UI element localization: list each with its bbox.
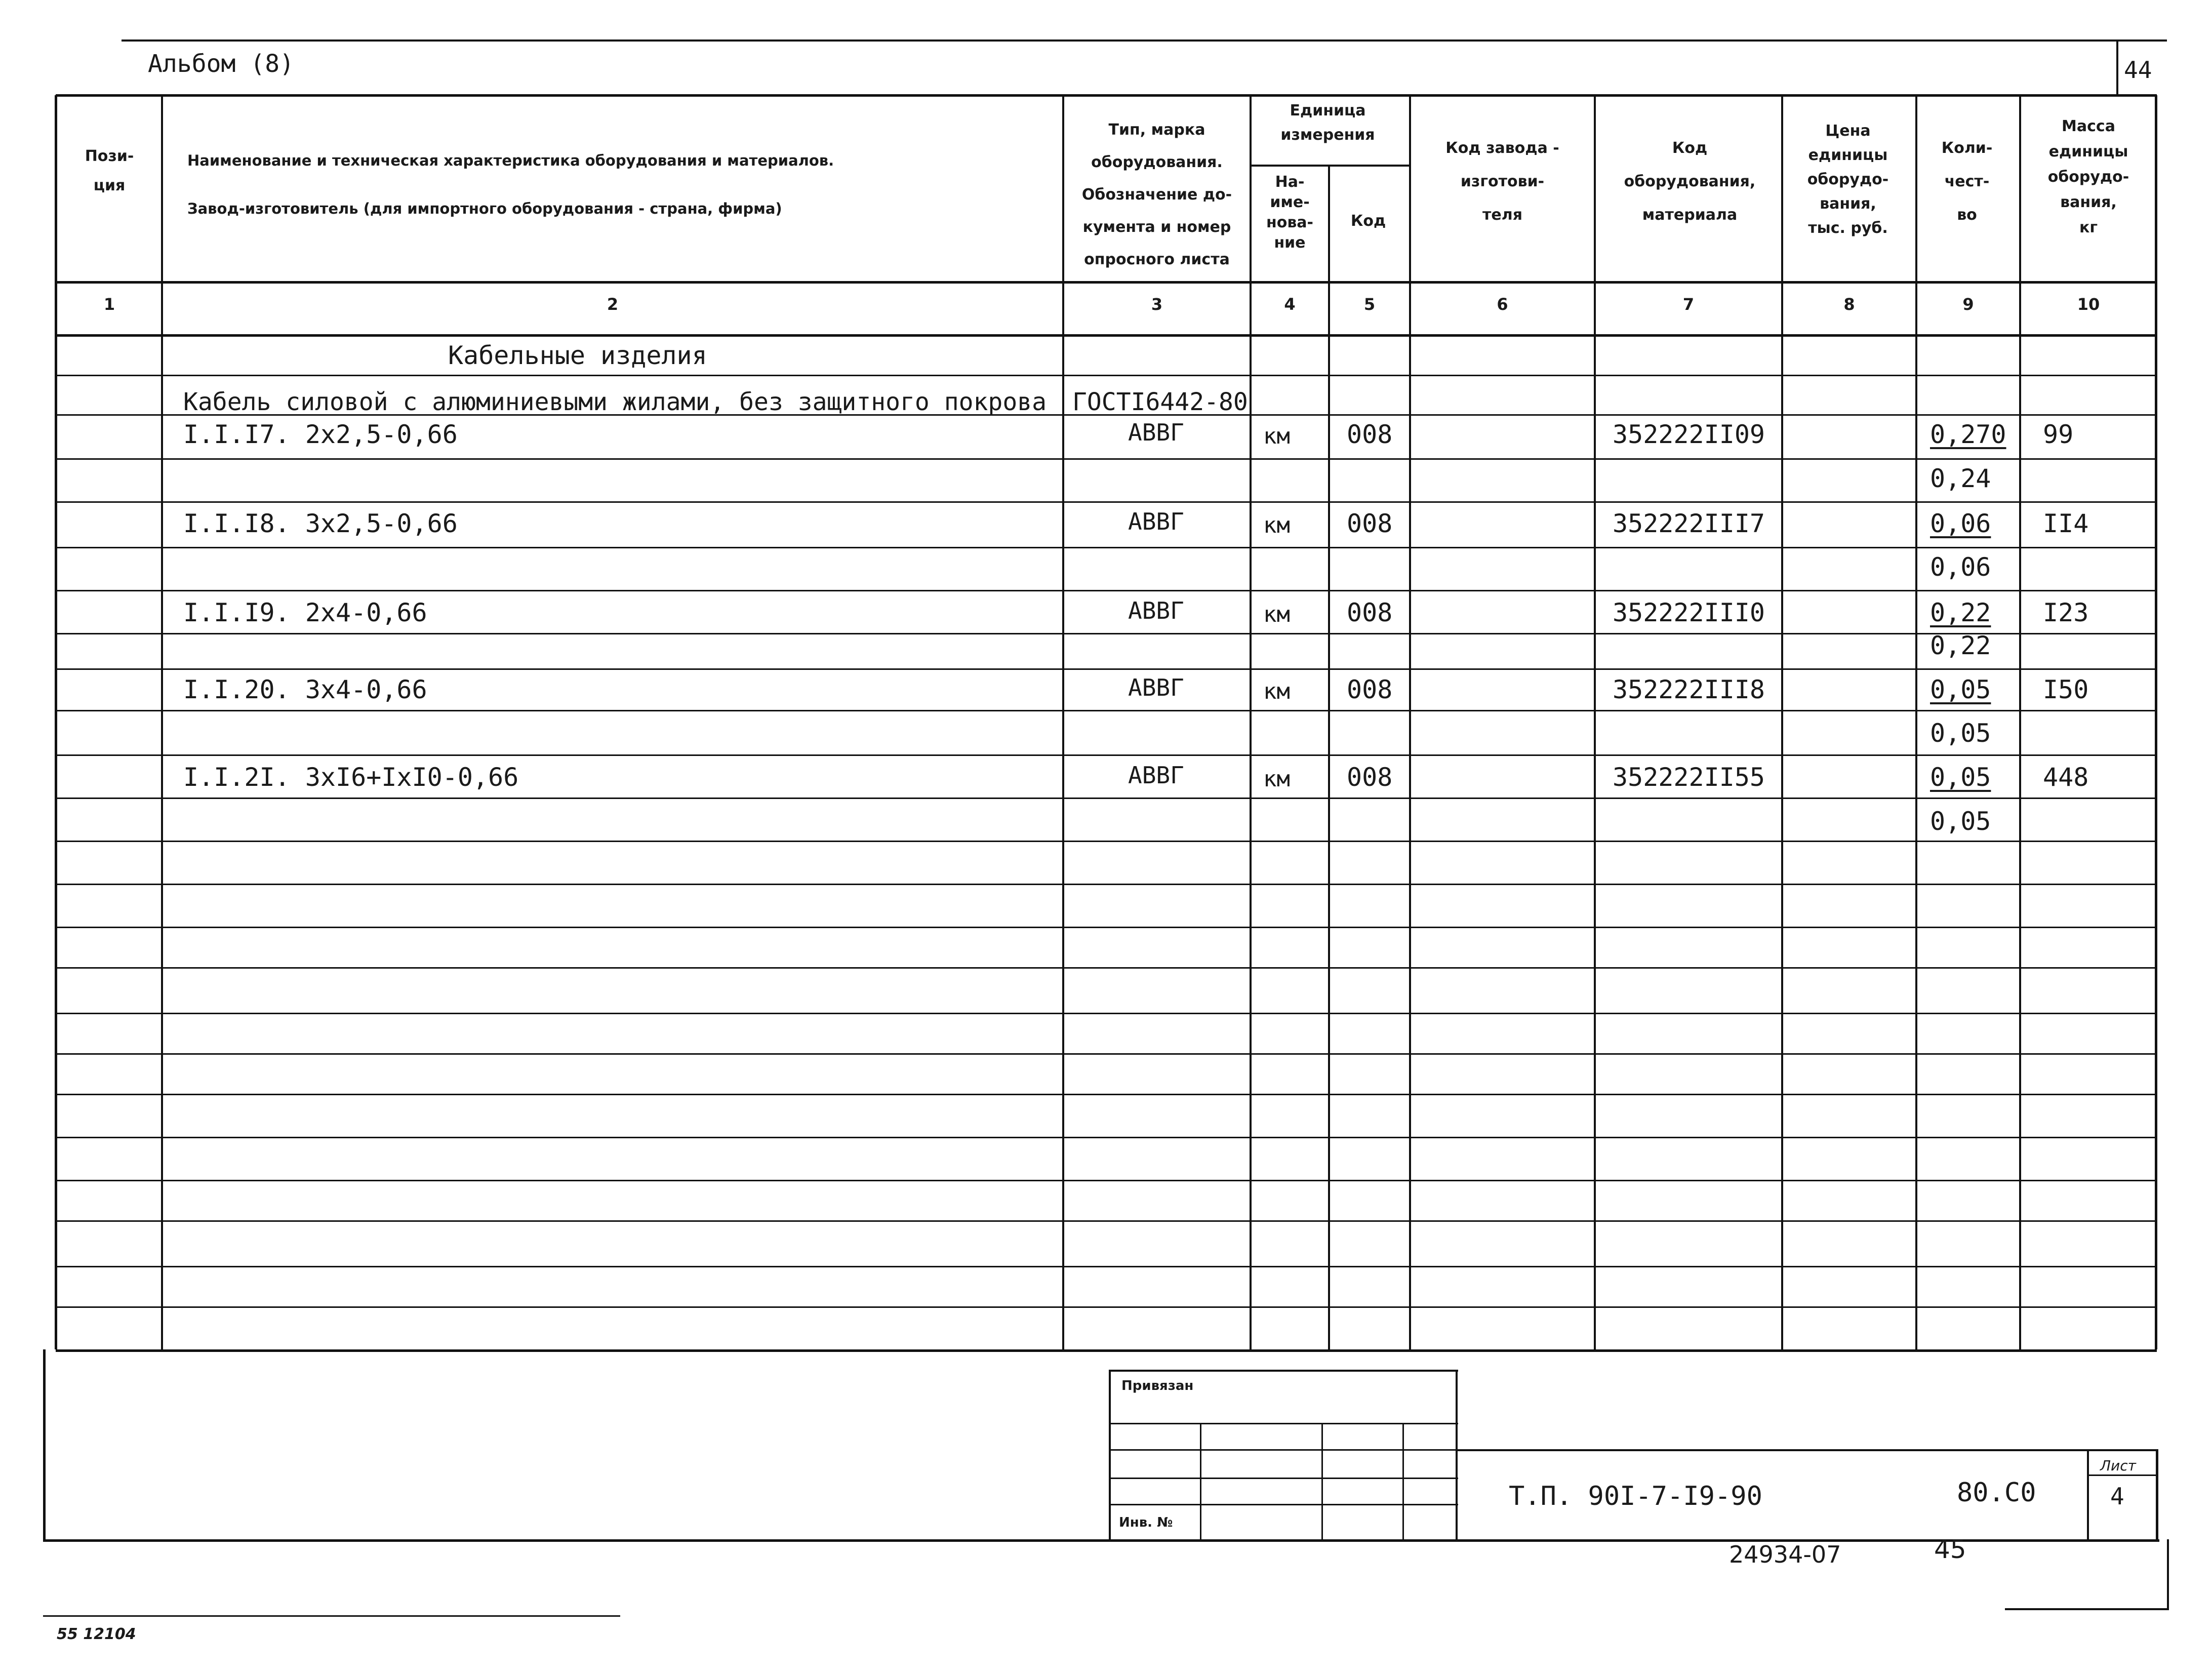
form-code: 55 12104 xyxy=(57,1625,136,1643)
item-code: 352222III0 xyxy=(1613,598,1765,627)
item-unit: км xyxy=(1263,766,1290,792)
stamp-sheet-divider xyxy=(2087,1474,2158,1476)
section-title: Кабельные изделия xyxy=(448,341,707,370)
stamp-doc-code: Т.П. 90I-7-I9-90 xyxy=(1509,1481,1762,1511)
row-line xyxy=(56,841,2157,842)
stamp-row-4 xyxy=(1109,1504,1458,1505)
stamp-row-2 xyxy=(1109,1449,1458,1451)
item-unit: км xyxy=(1263,602,1290,627)
stamp-row-1 xyxy=(1109,1423,1458,1424)
item-mass: II4 xyxy=(2043,509,2089,538)
colnum-9: 9 xyxy=(1962,295,1974,314)
page-number: 44 xyxy=(2124,56,2152,84)
item-type: АВВГ xyxy=(1128,674,1184,701)
item-quantity: 0,270 xyxy=(1930,420,2006,449)
stamp-bound-label: Привязан xyxy=(1121,1378,1194,1393)
item-quantity: 0,22 xyxy=(1930,598,1991,627)
header-unit-name-text: На- име- нова- ние xyxy=(1266,173,1314,252)
colnum-3: 3 xyxy=(1151,295,1163,314)
header-position-text: Пози- ция xyxy=(85,147,134,194)
header-price xyxy=(1782,119,1914,241)
item-name: I.I.2I. 3xI6+IxI0-0,66 xyxy=(183,763,519,792)
table-top-line xyxy=(56,94,2157,97)
colnum-10: 10 xyxy=(2077,295,2100,314)
table-bottom-line xyxy=(56,1349,2157,1352)
item-unit-code: 008 xyxy=(1347,763,1393,792)
item-name: I.I.I9. 2x4-0,66 xyxy=(183,598,427,627)
item-mass: I50 xyxy=(2043,675,2089,704)
stamp-box-top xyxy=(1109,1370,1458,1372)
footer-bracket-horizontal xyxy=(2005,1608,2168,1610)
header-unit-name xyxy=(1251,172,1329,253)
header-mass xyxy=(2020,114,2157,241)
item-unit-code: 008 xyxy=(1347,598,1393,627)
row-line xyxy=(56,458,2157,460)
stamp-inv-label: Инв. № xyxy=(1119,1515,1173,1530)
item-quantity-2: 0,22 xyxy=(1930,631,1991,660)
stamp-row-3 xyxy=(1109,1478,1458,1479)
footer-left-line xyxy=(43,1615,620,1617)
item-mass: 448 xyxy=(2043,763,2089,792)
stamp-section-code: 80.C0 xyxy=(1957,1478,2036,1508)
item-unit-code: 008 xyxy=(1347,509,1393,538)
stamp-right-edge xyxy=(2156,1449,2158,1540)
item-type: АВВГ xyxy=(1128,508,1184,535)
header-equipment-code xyxy=(1597,132,1782,232)
item-unit-code: 008 xyxy=(1347,420,1393,449)
colnum-1: 1 xyxy=(103,295,115,314)
header-name xyxy=(167,137,1068,233)
row-line xyxy=(56,375,2157,376)
row-line xyxy=(56,1220,2157,1222)
item-quantity-2: 0,05 xyxy=(1930,719,1991,748)
header-unit-code-text: Код xyxy=(1350,212,1386,230)
header-equipment-code-text: Код оборудования, материала xyxy=(1624,139,1756,224)
header-mass-text: Масса единицы оборудо- вания, кг xyxy=(2047,117,2129,236)
item-name: I.I.20. 3x4-0,66 xyxy=(183,675,427,704)
header-quantity xyxy=(1916,132,2018,232)
item-unit: км xyxy=(1263,423,1290,449)
row-line xyxy=(56,1266,2157,1267)
stamp-outer-left xyxy=(43,1349,46,1542)
header-unit-group xyxy=(1251,99,1405,147)
row-line xyxy=(56,797,2157,799)
row-line xyxy=(56,927,2157,928)
item-unit: км xyxy=(1263,679,1290,704)
header-unit-group-text: Единица измерения xyxy=(1280,102,1375,144)
item-quantity: 0,05 xyxy=(1930,763,1991,792)
item-quantity-2: 0,24 xyxy=(1930,464,1991,493)
row-line xyxy=(56,590,2157,591)
header-type-text: Тип, марка оборудования. Обозначение до- кумента и номер опросного листа xyxy=(1081,121,1232,268)
row-line xyxy=(56,1053,2157,1055)
colnum-2: 2 xyxy=(607,295,619,314)
stamp-sheet-label: Лист xyxy=(2100,1457,2136,1474)
header-unit-code xyxy=(1329,207,1407,236)
stamp-col-3 xyxy=(1402,1423,1404,1540)
footer-bracket-vertical xyxy=(2167,1539,2169,1610)
stamp-title-top xyxy=(1456,1449,2157,1451)
row-line xyxy=(56,633,2157,634)
item-quantity: 0,06 xyxy=(1930,509,1991,538)
row-line xyxy=(56,754,2157,756)
item-code: 352222III7 xyxy=(1613,509,1765,538)
colnum-4: 4 xyxy=(1284,295,1296,314)
row-line xyxy=(56,1094,2157,1095)
item-mass: I23 xyxy=(2043,598,2089,627)
item-unit-code: 008 xyxy=(1347,675,1393,704)
item-name: I.I.I7. 2x2,5-0,66 xyxy=(183,420,458,449)
item-type: АВВГ xyxy=(1128,762,1184,789)
registration-number: 24934-07 xyxy=(1729,1541,1841,1568)
item-quantity-2: 0,06 xyxy=(1930,552,1991,582)
colnum-7: 7 xyxy=(1682,295,1695,314)
item-type: АВВГ xyxy=(1128,419,1184,446)
row-line xyxy=(56,547,2157,548)
column-divider xyxy=(1328,165,1330,1349)
item-mass: 99 xyxy=(2043,420,2074,449)
row-line xyxy=(56,1137,2157,1138)
row-line xyxy=(56,1180,2157,1181)
header-type xyxy=(1066,114,1248,276)
colnum-5: 5 xyxy=(1363,295,1376,314)
header-name-text: Наименование и техническая характеристика оборудования и материалов. Завод-изготовитель (для импортного оборудования - страна, фирма) xyxy=(187,152,834,217)
colnum-6: 6 xyxy=(1497,295,1508,314)
row-line xyxy=(56,884,2157,885)
row-line xyxy=(56,967,2157,969)
album-title: Альбом (8) xyxy=(148,50,294,78)
item-type: АВВГ xyxy=(1128,597,1184,624)
item-code: 352222III8 xyxy=(1613,675,1765,704)
stamp-col-1 xyxy=(1200,1423,1201,1540)
row-line xyxy=(56,501,2157,503)
header-position xyxy=(57,142,162,201)
numbers-bottom-line xyxy=(56,334,2157,337)
item-code: 352222II55 xyxy=(1613,763,1765,792)
row-line xyxy=(56,1013,2157,1014)
footer-number: 45 xyxy=(1934,1535,1966,1564)
top-frame-line xyxy=(122,39,2167,42)
item-name: I.I.I8. 3x2,5-0,66 xyxy=(183,509,458,538)
item-unit: км xyxy=(1263,512,1290,538)
stamp-sheet-left xyxy=(2087,1449,2089,1540)
stamp-bottom-line xyxy=(43,1539,2159,1542)
row-line xyxy=(56,1306,2157,1308)
description-doc: ГОСТI6442-80 xyxy=(1072,388,1248,416)
unit-group-divider xyxy=(1251,165,1410,167)
header-bottom-line xyxy=(56,281,2157,284)
header-plant-code xyxy=(1410,132,1595,232)
page-box-left xyxy=(2116,41,2118,96)
stamp-sheet-number: 4 xyxy=(2110,1483,2124,1510)
item-quantity: 0,05 xyxy=(1930,675,1991,704)
item-quantity-2: 0,05 xyxy=(1930,807,1991,836)
header-quantity-text: Коли- чест- во xyxy=(1941,139,1993,224)
header-plant-code-text: Код завода - изготови- теля xyxy=(1445,139,1559,224)
stamp-box-right xyxy=(1456,1370,1458,1540)
item-code: 352222II09 xyxy=(1613,420,1765,449)
row-line xyxy=(56,668,2157,670)
row-line xyxy=(56,710,2157,711)
header-price-text: Цена единицы оборудо- вания, тыс. руб. xyxy=(1807,122,1889,237)
stamp-box-left xyxy=(1109,1370,1111,1540)
stamp-col-2 xyxy=(1321,1423,1323,1540)
colnum-8: 8 xyxy=(1843,295,1855,314)
description-line: Кабель силовой с алюминиевыми жилами, без защитного покрова xyxy=(183,388,1047,416)
